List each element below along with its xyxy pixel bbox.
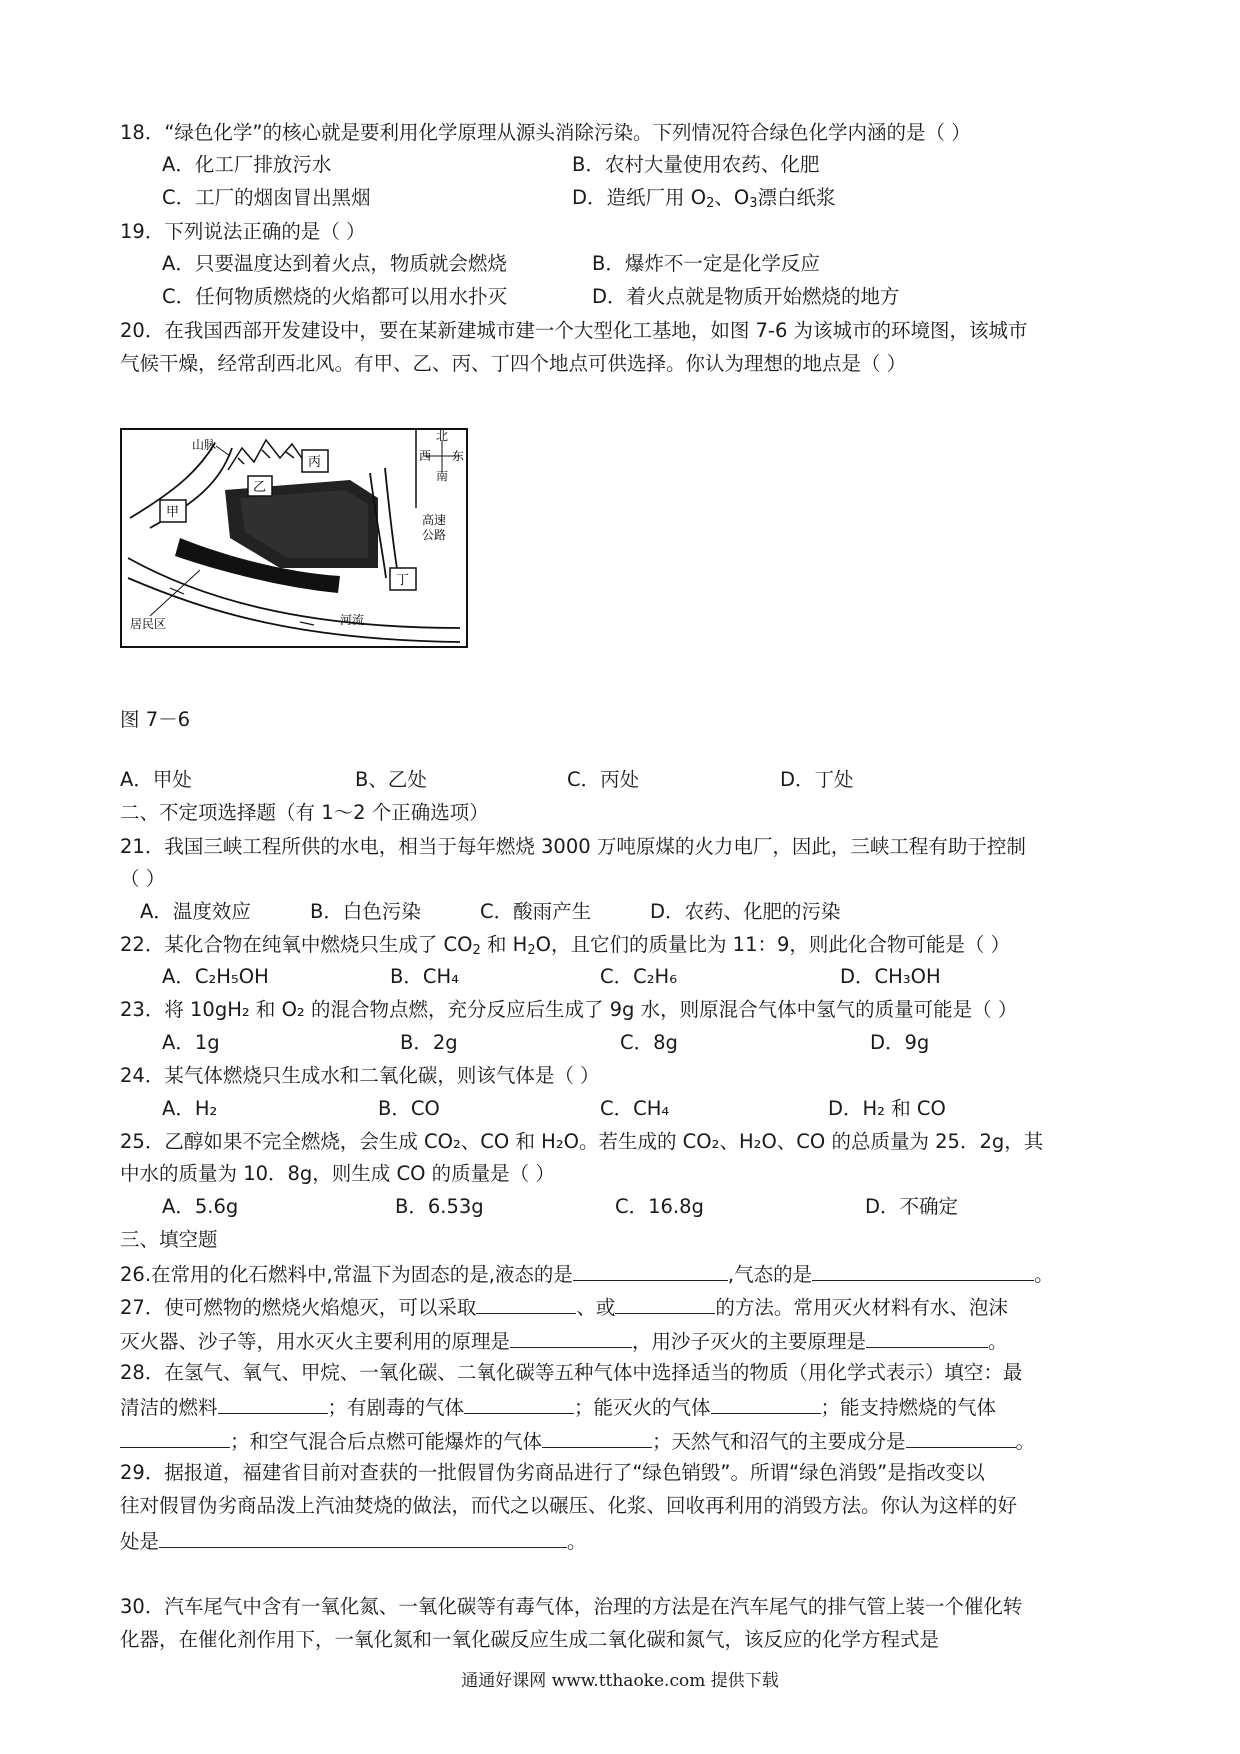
q25-option-a: A．5.6g — [162, 1195, 239, 1218]
q20-stem-line1: 20．在我国西部开发建设中，要在某新建城市建一个大型化工基地，如图 7-6 为该城市的环境图，该城市 — [120, 319, 1028, 342]
q27-line1: 27．使可燃物的燃烧火焰熄灭，可以采取 、或 的方法。常用灭火材料有水、泡沫 — [120, 1293, 1008, 1321]
q24-option-b: B．CO — [378, 1097, 440, 1120]
q25-option-d: D．不确定 — [865, 1195, 959, 1218]
q20-option-c: C．丙处 — [567, 768, 640, 791]
q28-blank-natural-gas[interactable] — [906, 1427, 1016, 1448]
q27-blank-1[interactable] — [476, 1293, 576, 1314]
q23-option-a: A．1g — [162, 1031, 220, 1054]
q18-option-a: A．化工厂排放污水 — [162, 153, 332, 176]
q19-option-d: D．着火点就是物质开始燃烧的地方 — [592, 285, 900, 308]
q21-option-a: A．温度效应 — [140, 900, 251, 923]
section-3-heading: 三、填空题 — [120, 1228, 218, 1251]
q21-option-b: B．白色污染 — [310, 900, 421, 923]
q23-option-c: C．8g — [620, 1031, 678, 1054]
q27-blank-4[interactable] — [866, 1327, 988, 1348]
q26-stem: 26.在常用的化石燃料中,常温下为固态的是,液态的是 ,气态的是 。 — [120, 1260, 1054, 1288]
q21-stem-line2: （ ） — [120, 867, 166, 890]
map-label-jia: 甲 — [166, 505, 180, 520]
q23-stem: 23．将 10gH₂ 和 O₂ 的混合物点燃，充分反应后生成了 9g 水，则原混合气体中氢气的质量可能是（ ） — [120, 998, 1018, 1021]
city-environment-map — [120, 428, 470, 650]
q18-stem: 18．“绿色化学”的核心就是要利用化学原理从源头消除污染。下列情况符合绿色化学内涵的是（ ） — [120, 121, 971, 144]
q18-option-c: C．工厂的烟囱冒出黑烟 — [162, 186, 371, 209]
q26-blank-gas[interactable] — [812, 1260, 1034, 1281]
q25-stem-line1: 25．乙醇如果不完全燃烧，会生成 CO₂、CO 和 H₂O。若生成的 CO₂、H₂O、CO 的总质量为 25．2g，其 — [120, 1130, 1044, 1153]
q28-line3: ；和空气混合后点燃可能爆炸的气体 ；天然气和沼气的主要成分是 。 — [120, 1427, 1035, 1455]
map-label-river: 河流 — [340, 613, 365, 627]
map-label-highway-2: 公路 — [422, 528, 447, 542]
compass-south: 南 — [436, 469, 449, 483]
q25-stem-line2: 中水的质量为 10．8g，则生成 CO 的质量是（ ） — [120, 1162, 555, 1185]
q23-option-b: B．2g — [400, 1031, 458, 1054]
q29-line1: 29．据报道，福建省目前对查获的一批假冒伪劣商品进行了“绿色销毁”。所谓“绿色消毁”是指改变以 — [120, 1461, 985, 1484]
q20-option-b: B、乙处 — [355, 768, 427, 791]
q19-option-b: B．爆炸不一定是化学反应 — [592, 252, 820, 275]
q19-option-c: C．任何物质燃烧的火焰都可以用水扑灭 — [162, 285, 508, 308]
q28-line1: 28．在氢气、氧气、甲烷、一氧化碳、二氧化碳等五种气体中选择适当的物质（用化学式表示）填空：最 — [120, 1361, 1023, 1384]
q28-blank-cleanest-fuel[interactable] — [218, 1393, 328, 1414]
q27-blank-3[interactable] — [510, 1327, 632, 1348]
q19-stem: 19．下列说法正确的是（ ） — [120, 220, 366, 243]
q18-option-b: B．农村大量使用农药、化肥 — [572, 153, 820, 176]
q22-option-b: B．CH₄ — [390, 965, 459, 988]
q24-stem: 24．某气体燃烧只生成水和二氧化碳，则该气体是（ ） — [120, 1064, 600, 1087]
q18-option-d: D．造纸厂用 $O_2$、$O_3$漂白纸浆 — [572, 186, 836, 211]
map-label-bing: 丙 — [308, 455, 322, 470]
q23-option-d: D．9g — [870, 1031, 930, 1054]
q30-line2: 化器，在催化剂作用下，一氧化氮和一氧化碳反应生成二氧化碳和氮气，该反应的化学方程式是 — [120, 1628, 940, 1651]
q21-option-d: D．农药、化肥的污染 — [650, 900, 841, 923]
q29-blank-benefit[interactable] — [159, 1527, 567, 1548]
q28-blank-extinguishing-gas[interactable] — [711, 1393, 821, 1414]
compass-east: 东 — [452, 449, 465, 463]
map-label-ding: 丁 — [396, 573, 410, 588]
q27-line2: 灭火器、沙子等，用水灭火主要利用的原理是 ，用沙子灭火的主要原理是 。 — [120, 1327, 1008, 1355]
map-label-mountain: 山脉 — [192, 438, 217, 452]
section-2-heading: 二、不定项选择题（有 1～2 个正确选项） — [120, 801, 489, 824]
q19-option-a: A．只要温度达到着火点，物质就会燃烧 — [162, 252, 507, 275]
q24-option-d: D．H₂ 和 CO — [828, 1097, 946, 1120]
q28-blank-explosive-gas[interactable] — [542, 1427, 652, 1448]
q20-option-d: D．丁处 — [780, 768, 854, 791]
q29-line2: 往对假冒伪劣商品泼上汽油焚烧的做法，而代之以碾压、化浆、回收再利用的消毁方法。你认为这样的好 — [120, 1494, 1018, 1517]
map-label-yi: 乙 — [253, 480, 267, 495]
q24-option-c: C．CH₄ — [600, 1097, 670, 1120]
q28-blank-toxic-gas[interactable] — [464, 1393, 574, 1414]
page-footer: 通通好课网 www.tthaoke.com 提供下载 — [461, 1671, 779, 1691]
map-label-highway-1: 高速 — [422, 513, 447, 527]
q21-stem-line1: 21．我国三峡工程所供的水电，相当于每年燃烧 3000 万吨原煤的火力电厂，因此，三峡工程有助于控制 — [120, 835, 1026, 858]
q25-option-c: C．16.8g — [615, 1195, 704, 1218]
figure-caption: 图 7－6 — [120, 708, 191, 731]
q28-blank-combustion-support[interactable] — [120, 1427, 230, 1448]
q25-option-b: B．6.53g — [395, 1195, 484, 1218]
q22-option-a: A．C₂H₅OH — [162, 965, 269, 988]
q22-option-d: D．CH₃OH — [840, 965, 941, 988]
q20-stem-line2: 气候干燥，经常刮西北风。有甲、乙、丙、丁四个地点可供选择。你认为理想的地点是（ ） — [120, 352, 907, 375]
q24-option-a: A．H₂ — [162, 1097, 218, 1120]
q27-blank-2[interactable] — [615, 1293, 715, 1314]
q22-stem: 22．某化合物在纯氧中燃烧只生成了 $CO_2$ 和 $H_2O$，且它们的质量比为 11：9，则此化合物可能是（ ） — [120, 933, 1011, 958]
q29-line3: 处是 。 — [120, 1527, 587, 1555]
compass-north: 北 — [436, 429, 449, 443]
q20-option-a: A．甲处 — [120, 768, 192, 791]
q22-option-c: C．C₂H₆ — [600, 965, 678, 988]
compass-west: 西 — [419, 449, 432, 463]
q26-blank-liquid[interactable] — [573, 1260, 728, 1281]
q28-line2: 清洁的燃料 ；有剧毒的气体 ；能灭火的气体 ；能支持燃烧的气体 — [120, 1393, 996, 1421]
q21-option-c: C．酸雨产生 — [480, 900, 592, 923]
q30-line1: 30．汽车尾气中含有一氧化氮、一氧化碳等有毒气体，治理的方法是在汽车尾气的排气管上装一个催化转 — [120, 1595, 1023, 1618]
map-label-residential: 居民区 — [130, 617, 167, 631]
